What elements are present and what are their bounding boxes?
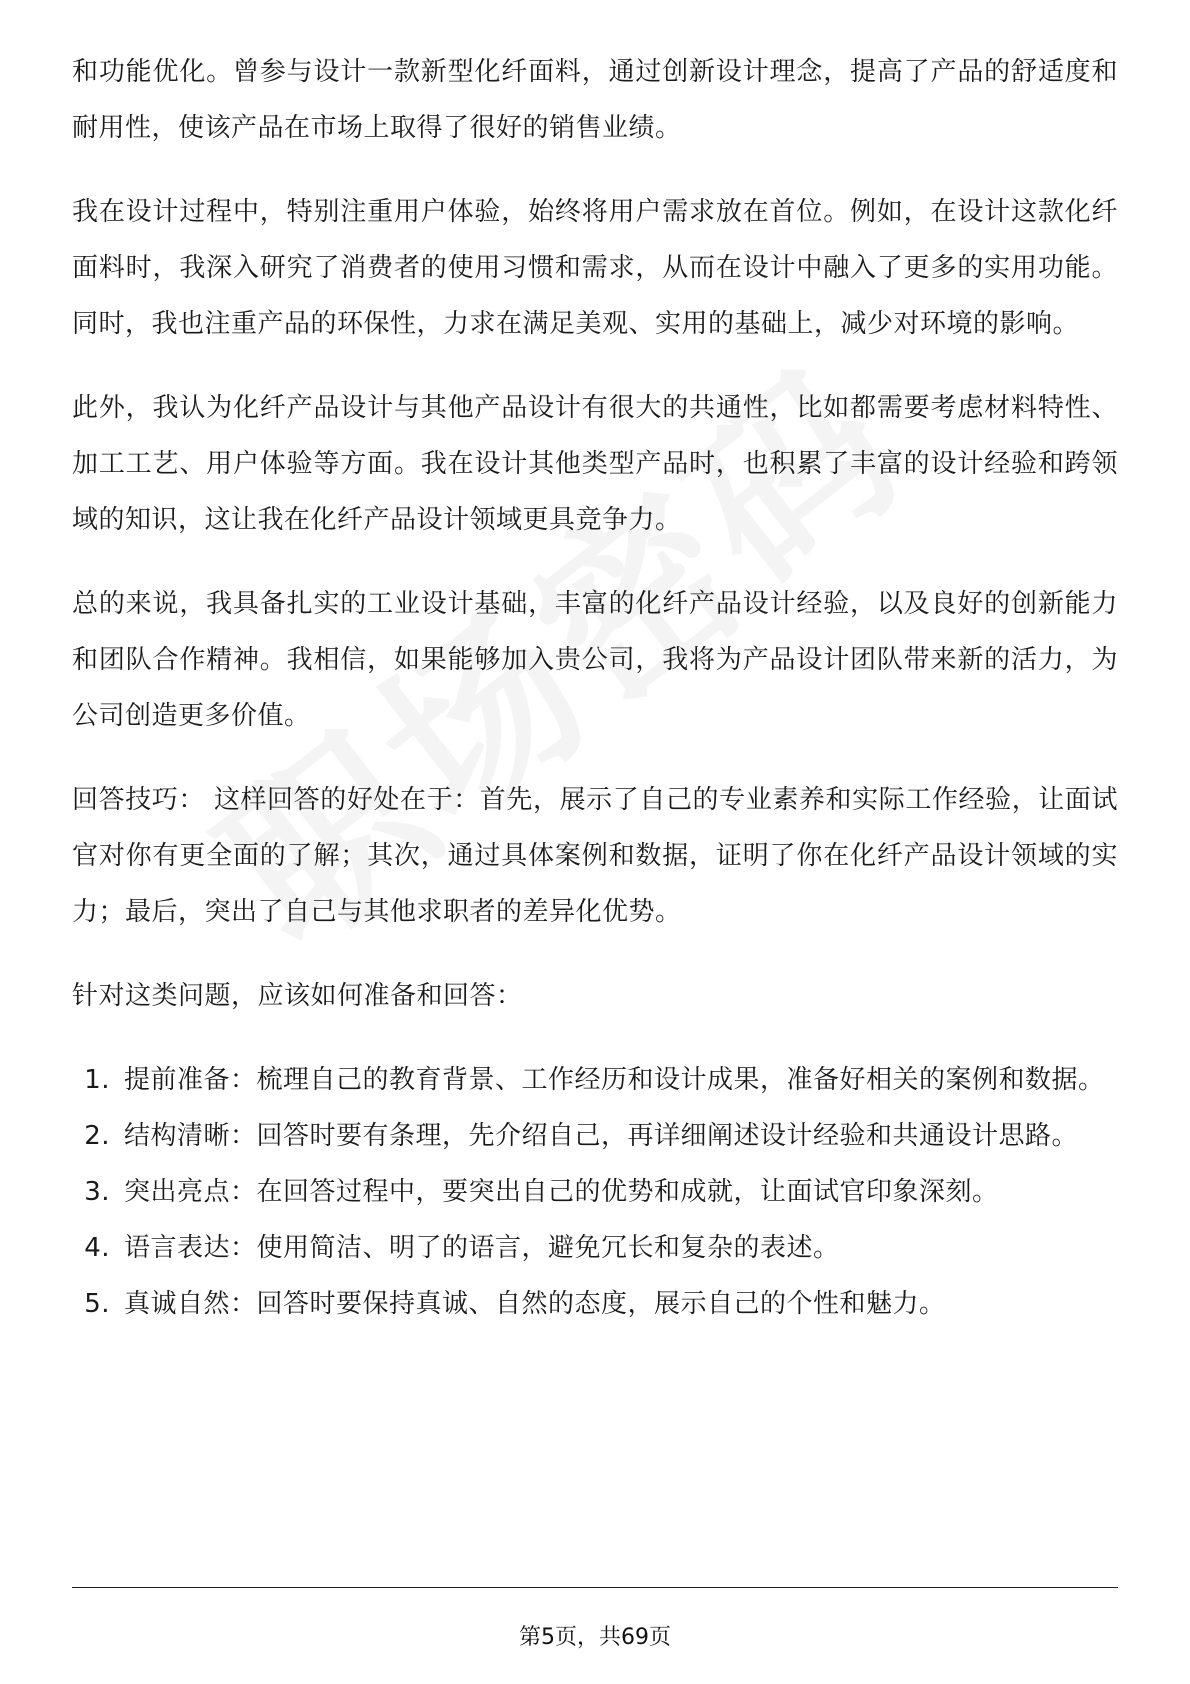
document-body: [72, 44, 1118, 1332]
list-text: 语言表达：使用简洁、明了的语言，避免冗长和复杂的表述。: [124, 1233, 840, 1263]
list-text: 突出亮点：在回答过程中，要突出自己的优势和成就，让面试官印象深刻。: [124, 1177, 999, 1207]
list-text: 结构清晰：回答时要有条理，先介绍自己，再详细阐述设计经验和共通设计思路。: [124, 1121, 1079, 1151]
list-item: [72, 1164, 1118, 1220]
list-number: 1 .: [72, 1052, 124, 1108]
list-number: 5 .: [72, 1276, 124, 1332]
paragraph-design-experience: 和功能优化。曾参与设计一款新型化纤面料，通过创新设计理念，提高了产品的舒适度和耐用性，使该产品在市场上取得了很好的销售业绩。: [72, 57, 1118, 143]
paragraph-how-to-prepare: 针对这类问题，应该如何准备和回答：: [72, 981, 523, 1011]
paragraph-summary: 总的来说，我具备扎实的工业设计基础，丰富的化纤产品设计经验，以及良好的创新能力和团队合作精神。我相信，如果能够加入贵公司，我将为产品设计团队带来新的活力，为公司创造更多价值。: [72, 589, 1118, 731]
paragraph-answer-tips: 回答技巧： 这样回答的好处在于：首先，展示了自己的专业素养和实际工作经验，让面试官对你有更全面的了解；其次，通过具体案例和数据，证明了你在化纤产品设计领域的实力；最后，突出了自己与其他求职者的差异化优势。: [72, 785, 1118, 927]
preparation-list: [72, 1052, 1118, 1332]
list-item: [72, 1052, 1118, 1108]
paragraph-commonality: 此外，我认为化纤产品设计与其他产品设计有很大的共通性，比如都需要考虑材料特性、加工工艺、用户体验等方面。我在设计其他类型产品时，也积累了丰富的设计经验和跨领域的知识，这让我在化纤产品设计领域更具竞争力。: [72, 393, 1118, 535]
page-number: 第5页，共69页: [519, 1625, 671, 1650]
list-item: [72, 1220, 1118, 1276]
list-number: 3 .: [72, 1164, 124, 1220]
footer-divider: [72, 1587, 1118, 1588]
paragraph-user-experience: 我在设计过程中，特别注重用户体验，始终将用户需求放在首位。例如，在设计这款化纤面料时，我深入研究了消费者的使用习惯和需求，从而在设计中融入了更多的实用功能。同时，我也注重产品的环保性，力求在满足美观、实用的基础上，减少对环境的影响。: [72, 197, 1118, 339]
list-text: 真诚自然：回答时要保持真诚、自然的态度，展示自己的个性和魅力。: [124, 1289, 946, 1319]
list-item: [72, 1276, 1118, 1332]
list-text: 提前准备：梳理自己的教育背景、工作经历和设计成果，准备好相关的案例和数据。: [124, 1065, 1105, 1095]
list-number: 2 .: [72, 1108, 124, 1164]
list-item: [72, 1108, 1118, 1164]
list-number: 4 .: [72, 1220, 124, 1276]
